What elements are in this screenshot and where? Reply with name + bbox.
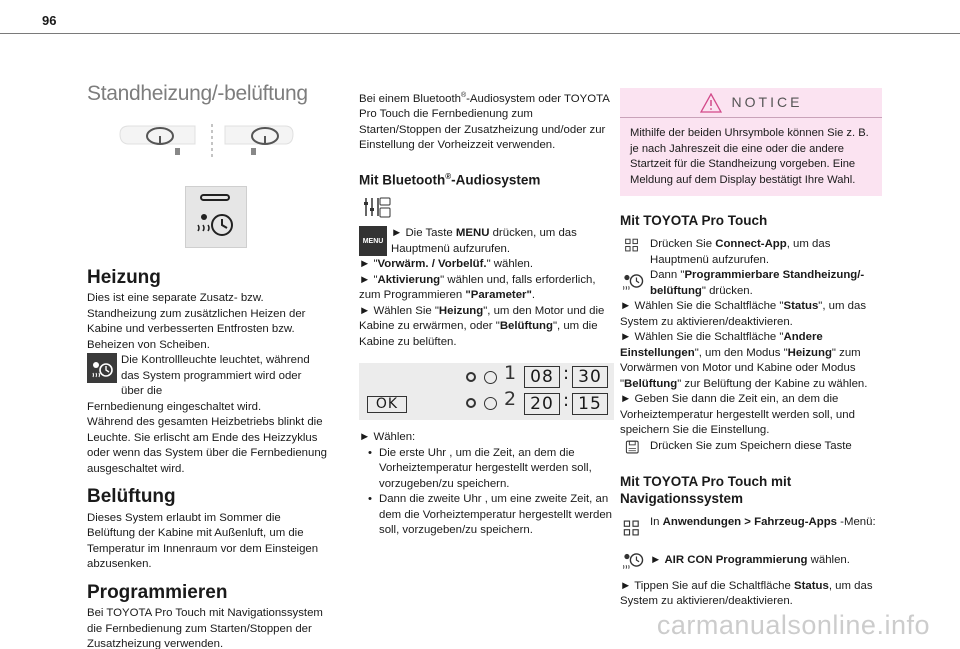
row2-hour: 20: [524, 393, 560, 415]
notice-box: [620, 88, 882, 196]
menu-step-row: [359, 226, 614, 257]
row1-hour: 08: [524, 366, 560, 388]
step4-text: ► Wählen Sie "Heizung", um den Motor und die Kabine zu erwärmen, oder "Belüftung", um die Kabine zu belüften.: [359, 304, 605, 348]
warning-triangle-icon: [700, 93, 722, 113]
row2-clock-icon: [484, 397, 497, 410]
pt-step2: Dann "Programmierbare Standheizung/-belüftung" drücken.: [650, 269, 865, 297]
pt-connect-row: [620, 237, 882, 268]
steering-wheels-illustration: [115, 122, 295, 164]
save-icon: [620, 439, 646, 461]
preheat-timer-icon: [620, 547, 646, 573]
pt-step1: Drücken Sie Connect-App, um das Hauptmenü aufzurufen.: [650, 238, 831, 266]
step1-text: ► Die Taste MENU drücken, um das Hauptmenü aufzurufen.: [391, 227, 577, 255]
nav-step2: ► AIR CON Programmierung wählen.: [650, 553, 850, 566]
nav-aircon-row: [620, 547, 882, 573]
heading-belueftung: Belüftung: [87, 486, 176, 507]
heading-pro-touch: Mit TOYOTA Pro Touch: [620, 213, 768, 228]
row1-minute: 30: [572, 366, 608, 388]
heizung-indicator-row: [87, 353, 327, 400]
column-2: [359, 88, 614, 539]
heading-pro-touch-nav: Mit TOYOTA Pro Touch mit Navigationssystem: [620, 473, 792, 506]
apps-grid-icon: [620, 237, 646, 259]
row2-colon: :: [563, 390, 570, 412]
heizung-indicator-text: Die Kontrollleuchte leuchtet, während das System programmiert wird oder über die: [121, 354, 310, 397]
column-1: [87, 70, 327, 649]
heading-bluetooth: Mit Bluetooth®-Audiosystem: [359, 171, 541, 188]
watermark: carmanualsonline.info: [656, 610, 930, 640]
belueftung-paragraph: Dieses System erlaubt im Sommer die Belüftung der Kabine mit Außenluft, um die Temperatur im Innenraum vor dem Einsteigen abzusenken.: [87, 511, 319, 570]
menu-button-icon: MENU: [359, 226, 387, 256]
settings-phone-icon: [363, 196, 391, 222]
col2-intro: Bei einem Bluetooth®-Audiosystem oder TOYOTA Pro Touch die Fernbedienung zum Starten/Stoppen der Zusatzheizung und/oder zur Einstellung der Vorheizzeit verwenden.: [359, 92, 610, 152]
row1-colon: :: [563, 363, 570, 385]
timer-display-panel: [359, 363, 614, 420]
heizung-indicator-text-cont: Fernbedienung eingeschaltet wird.: [87, 400, 262, 413]
indicator-light-icon: [87, 353, 117, 383]
steering-wheel-icon: [115, 122, 295, 164]
row1-number: 1: [504, 362, 517, 385]
heizung-blink-paragraph: Während des gesamten Heizbetriebs blinkt die Leuchte. Sie erlischt am Ende des Heizzyklus oder wenn das System über die Fernbedienung ausgeschaltet wird.: [87, 416, 327, 475]
nav-step3: ► Tippen Sie auf die Schaltfläche Status, um das System zu aktivieren/deaktivieren.: [620, 579, 873, 607]
row1-fan-icon: [466, 372, 476, 382]
page-title: Standheizung/-belüftung: [87, 82, 308, 105]
row2-number: 2: [504, 388, 517, 411]
pt-step3: ► Wählen Sie die Schaltfläche "Status", um das System zu aktivieren/deaktivieren.: [620, 300, 867, 328]
nav-apps-row: [620, 515, 882, 541]
notice-title: NOTICE: [731, 93, 803, 110]
apps-grid-icon: [620, 515, 646, 541]
pt-step5: ► Geben Sie dann die Zeit ein, an dem die Vorheiztemperatur hergestellt werden soll, und speichern Sie die Einstellung.: [620, 393, 855, 436]
column-3: [620, 88, 882, 610]
row1-clock-icon: [484, 371, 497, 384]
waehlen-text: ► Wählen:: [359, 431, 416, 444]
step3-text: ► "Aktivierung" wählen und, falls erforderlich, zum Programmieren "Parameter".: [359, 273, 596, 302]
bullet-first-clock: • Die erste Uhr , um die Zeit, an dem die Vorheiztemperatur hergestellt werden soll, vorzugeben/zu speichern.: [359, 446, 614, 493]
header-divider: [0, 33, 960, 34]
nav-step1: In Anwendungen > Fahrzeug-Apps -Menü:: [650, 515, 876, 528]
bullet-second-clock: • Dann die zweite Uhr , um eine zweite Zeit, an dem die Vorheiztemperatur hergestellt werden soll, vorzugeben/zu speichern.: [359, 492, 614, 539]
notice-body: Mithilfe der beiden Uhrsymbole können Sie z. B. je nach Jahreszeit die eine oder die andere Startzeit für die Standheizung vorgeben. Eine Meldung auf dem Display bestätigt Ihre Wahl.: [630, 127, 869, 186]
preheat-timer-icon: [620, 268, 646, 294]
pt-save-row: [620, 439, 882, 461]
control-panel-illustration: [185, 186, 247, 248]
row2-fan-icon: [466, 398, 476, 408]
ok-button[interactable]: OK: [367, 396, 407, 413]
preheat-timer-icon: [186, 187, 246, 247]
pt-step4: ► Wählen Sie die Schaltfläche "Andere Einstellungen", um den Modus "Heizung" zum Vorwärmen von Motor und Kabine oder Modus "Belüftung" zur Belüftung der Kabine zu wählen.: [620, 331, 868, 390]
pt-programming-row: [620, 268, 882, 299]
heading-heizung: Heizung: [87, 266, 161, 288]
heizung-paragraph: Dies ist eine separate Zusatz- bzw. Standheizung zum zusätzlichen Heizen der Kabine und verbesserten Entfrosten bzw. Beheizen von Scheiben.: [87, 292, 306, 351]
heading-programmieren: Programmieren: [87, 581, 228, 603]
programmieren-paragraph: Bei TOYOTA Pro Touch mit Navigationssystem die Fernbedienung zum Starten/Stoppen der Zusatzheizung verwenden.: [87, 607, 323, 649]
notice-header: [620, 88, 882, 118]
page-number: 96: [42, 13, 57, 28]
pt-step6: Drücken Sie zum Speichern diese Taste: [650, 439, 852, 452]
row2-minute: 15: [572, 393, 608, 415]
step2-text: ► "Vorwärm. / Vorbelüf." wählen.: [359, 258, 534, 271]
